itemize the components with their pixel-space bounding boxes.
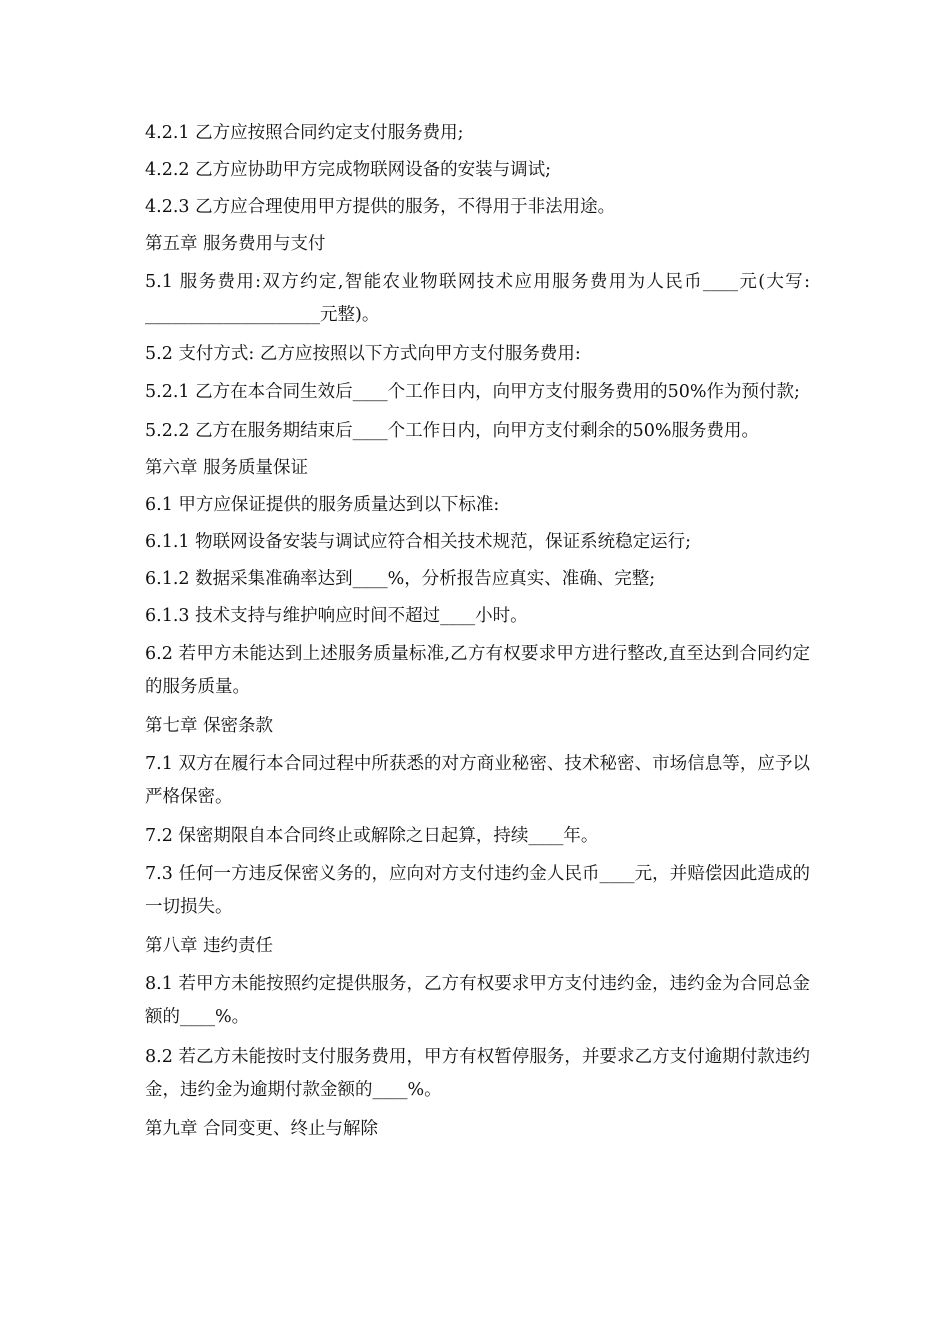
clause-4-2-1: 4.2.1 乙方应按照合同约定支付服务费用; [145,123,464,143]
clause-7-2: 7.2 保密期限自本合同终止或解除之日起算，持续____年。 [145,826,599,846]
chapter-9-heading: 第九章 合同变更、终止与解除 [145,1119,379,1139]
clause-5-2-2: 5.2.2 乙方在服务期结束后____个工作日内，向甲方支付剩余的50%服务费用。 [145,421,759,441]
clause-5-1: 5.1 服务费用:双方约定,智能农业物联网技术应用服务费用为人民币____元(大写: ____________________元整)。 [145,272,816,325]
clause-5-2: 5.2 支付方式: 乙方应按照以下方式向甲方支付服务费用: [145,344,581,364]
clause-7-3: 7.3 任何一方违反保密义务的，应向对方支付违约金人民币____元，并赔偿因此造成的一切损失。 [145,864,810,917]
clause-6-2: 6.2 若甲方未能达到上述服务质量标准,乙方有权要求甲方进行整改,直至达到合同约定的服务质量。 [145,644,810,697]
clause-8-1: 8.1 若甲方未能按照约定提供服务，乙方有权要求甲方支付违约金，违约金为合同总金额的____%。 [145,974,810,1027]
chapter-6-heading: 第六章 服务质量保证 [145,458,309,478]
clause-7-1: 7.1 双方在履行本合同过程中所获悉的对方商业秘密、技术秘密、市场信息等，应予以严格保密。 [145,754,810,807]
clause-6-1-3: 6.1.3 技术支持与维护响应时间不超过____小时。 [145,606,528,626]
chapter-7-heading: 第七章 保密条款 [145,716,274,736]
chapter-8-heading: 第八章 违约责任 [145,936,274,956]
clause-6-1: 6.1 甲方应保证提供的服务质量达到以下标准: [145,495,500,515]
clause-8-2: 8.2 若乙方未能按时支付服务费用，甲方有权暂停服务，并要求乙方支付逾期付款违约金，违约金为逾期付款金额的____%。 [145,1047,810,1100]
document-page [145,118,816,1151]
clause-4-2-3: 4.2.3 乙方应合理使用甲方提供的服务，不得用于非法用途。 [145,197,616,217]
chapter-5-heading: 第五章 服务费用与支付 [145,234,326,254]
clause-5-2-1: 5.2.1 乙方在本合同生效后____个工作日内，向甲方支付服务费用的50%作为预付款; [145,382,800,402]
clause-6-1-2: 6.1.2 数据采集准确率达到____%，分析报告应真实、准确、完整; [145,569,656,589]
clause-4-2-2: 4.2.2 乙方应协助甲方完成物联网设备的安装与调试; [145,160,551,180]
clause-6-1-1: 6.1.1 物联网设备安装与调试应符合相关技术规范，保证系统稳定运行; [145,532,691,552]
